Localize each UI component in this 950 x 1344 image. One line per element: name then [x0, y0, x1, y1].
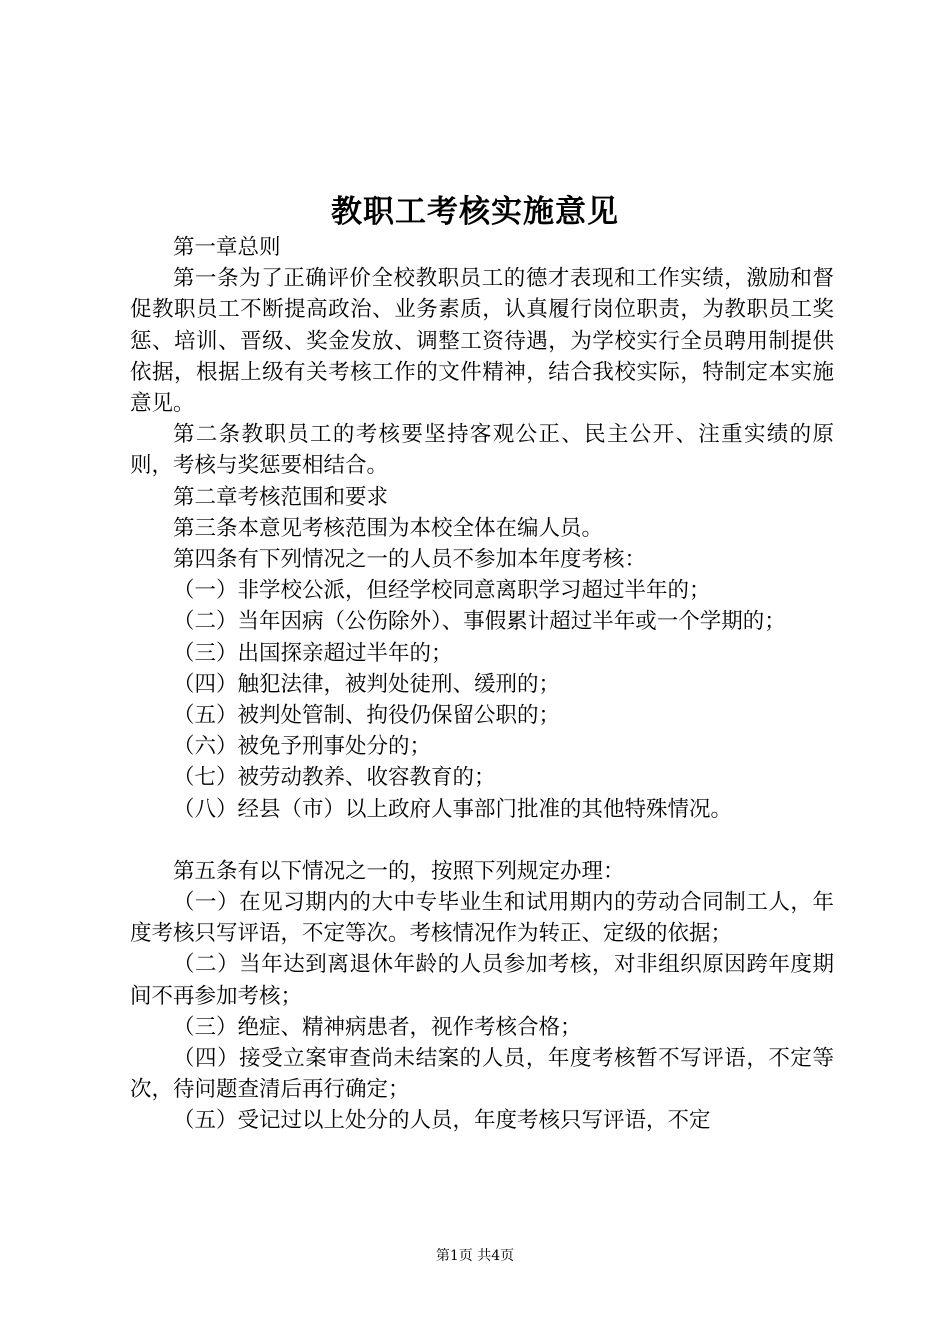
paragraph: 第三条本意见考核范围为本校全体在编人员。 [173, 515, 604, 541]
list-item: （一）非学校公派，但经学校同意离职学习超过半年的； [173, 578, 711, 604]
paragraph: 第四条有下列情况之一的人员不参加本年度考核： [173, 547, 647, 573]
paragraph: 第二条教职员工的考核要坚持客观公正、民主公开、注重实绩的原则，考核与奖惩要相结合。 [130, 422, 834, 479]
list-item: （三）绝症、精神病患者，视作考核合格； [173, 1014, 582, 1040]
list-item: （七）被劳动教养、收容教育的； [173, 765, 496, 791]
list-item: （四）接受立案审查尚未结案的人员，年度考核暂不写评语，不定等次，待问题查清后再行确定； [130, 1046, 834, 1103]
list-item: （五）受记过以上处分的人员，年度考核只写评语，不定 [173, 1108, 711, 1134]
chapter-heading: 第一章总则 [173, 235, 281, 260]
list-item: （五）被判处管制、拘役仍保留公职的； [173, 703, 561, 729]
chapter-heading: 第二章考核范围和要求 [173, 484, 389, 510]
document-body [130, 232, 834, 1137]
list-item: （一）在见习期内的大中专毕业生和试用期内的劳动合同制工人，年度考核只写评语，不定等次。考核情况作为转正、定级的依据； [130, 890, 834, 947]
paragraph: 第五条有以下情况之一的，按照下列规定办理： [173, 858, 625, 884]
list-item: （八）经县（市）以上政府人事部门批准的其他特殊情况。 [173, 796, 733, 822]
list-item: （二）当年因病（公伤除外）、事假累计超过半年或一个学期的； [173, 609, 786, 635]
document-title: 教职工考核实施意见 [331, 194, 619, 230]
list-item: （三）出国探亲超过半年的； [173, 640, 453, 666]
page-footer: 第1页 共4页 [435, 1248, 515, 1264]
list-item: （二）当年达到离退休年龄的人员参加考核，对非组织原因跨年度期间不再参加考核； [130, 952, 834, 1009]
paragraph: 第一条为了正确评价全校教职员工的德才表现和工作实绩，激励和督促教职员工不断提高政治、业务素质，认真履行岗位职责，为教职员工奖惩、培训、晋级、奖金发放、调整工资待遇，为学校实行全员聘用制提供依据，根据上级有关考核工作的文件精神，结合我校实际，特制定本实施意见。 [130, 266, 834, 417]
list-item: （四）触犯法律，被判处徒刑、缓刑的； [173, 671, 561, 697]
list-item: （六）被免予刑事处分的； [173, 734, 432, 760]
